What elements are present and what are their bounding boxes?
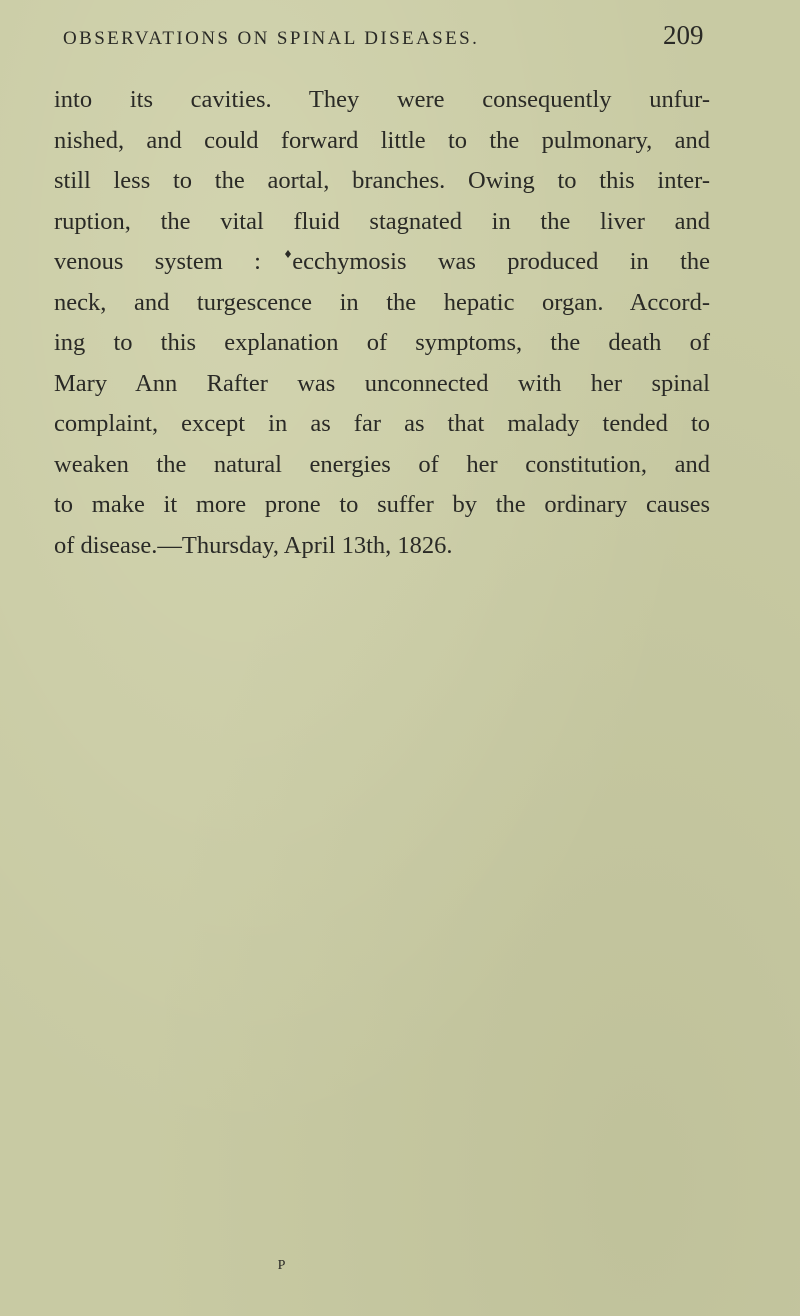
- signature-mark: [0, 1258, 800, 1274]
- text-line: venous system : ecchymosis was produced in the: [54, 248, 710, 275]
- text-line: nished, and could forward little to the pulmonary, and: [54, 126, 710, 154]
- text-line: ing to this explanation of symptoms, the death of: [54, 329, 710, 356]
- text-line: complaint, except in as far as that malady tended to: [54, 410, 710, 437]
- text-line-last: of disease.—Thursday, April 13th, 1826.: [54, 531, 453, 559]
- text-line: neck, and turgescence in the hepatic organ. Accord-: [54, 288, 710, 316]
- text-line: to make it more prone to suffer by the ordinary causes: [54, 491, 710, 518]
- text-line: into its cavities. They were consequently unfur-: [54, 86, 710, 113]
- text-line: Mary Ann Rafter was unconnected with her spinal: [54, 369, 710, 397]
- page-number: 209: [663, 20, 704, 50]
- running-head: [0, 20, 800, 60]
- body-paragraph: [54, 80, 710, 566]
- text-line: still less to the aortal, branches. Owing to this inter-: [54, 167, 710, 194]
- text-line: ruption, the vital fluid stagnated in the liver and: [54, 207, 710, 235]
- signature-letter: P: [277, 1258, 287, 1273]
- running-title: OBSERVATIONS ON SPINAL DISEASES.: [63, 28, 480, 49]
- text-line: weaken the natural energies of her constitution, and: [54, 450, 710, 478]
